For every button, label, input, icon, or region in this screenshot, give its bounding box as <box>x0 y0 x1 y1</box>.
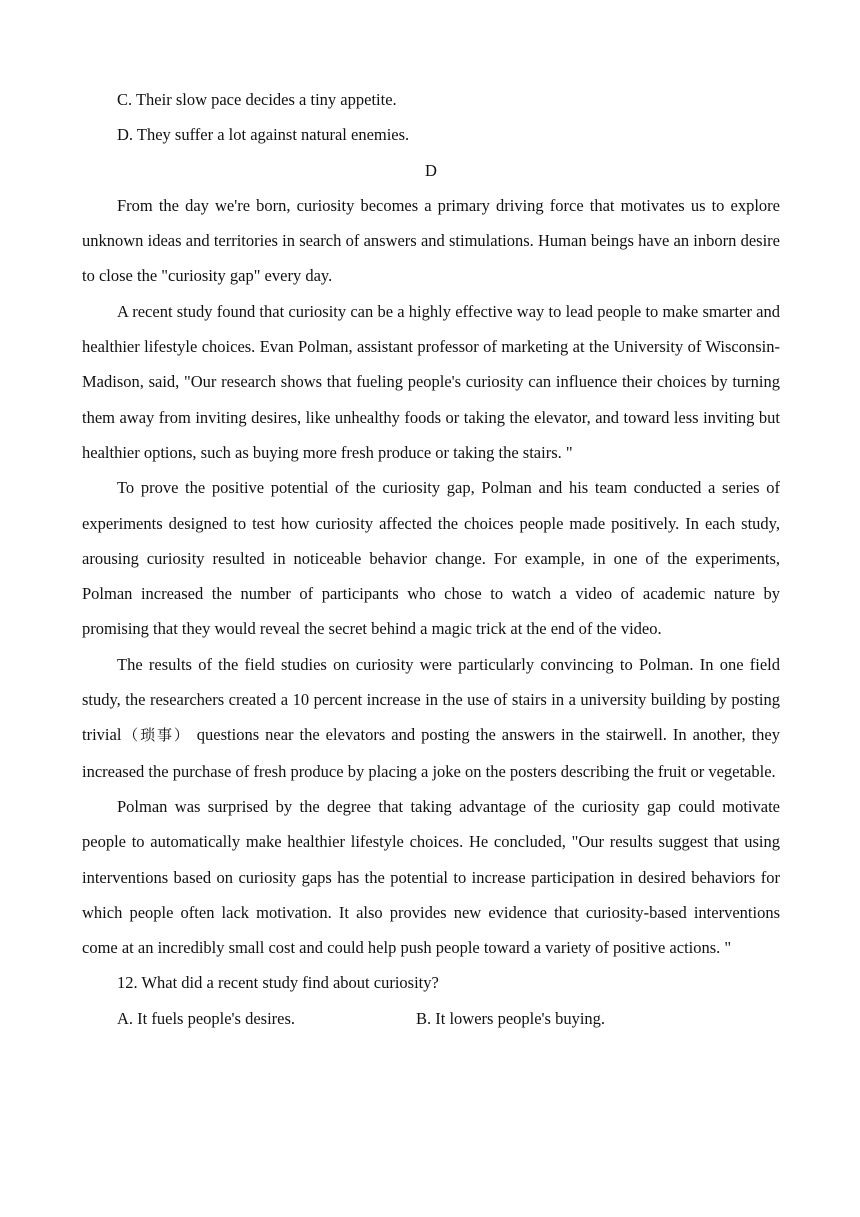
paragraph-4-text-b: questions near the elevators and posting the answers in the stairwell. In another, they increased the purchase of fresh produce by placing a joke on the posters describing the fruit or vegetable. <box>82 725 780 781</box>
paragraph-5: Polman was surprised by the degree that taking advantage of the curiosity gap could motivate people to automatically make healthier lifestyle choices. He concluded, "Our results suggest that using interventions based on curiosity gaps has the potential to increase participation in desired behaviors for which people often lack motivation. It also provides new evidence that curiosity-based interventions come at an incredibly small cost and could help push people toward a variety of positive actions. " <box>82 796 780 958</box>
paragraph-4 <box>82 647 780 789</box>
paragraph-1: From the day we're born, curiosity becomes a primary driving force that motivates us to explore unknown ideas and territories in search of answers and stimulations. Human beings have an inborn desire to close the "curiosity gap" every day. <box>82 195 780 286</box>
option-a: A. It fuels people's desires. <box>117 1008 296 1028</box>
section-label: D <box>425 160 437 180</box>
option-b: B. It lowers people's buying. <box>416 1008 606 1028</box>
paragraph-4-text-a: The results of the field studies on curiosity were particularly convincing to Polman. In one field study, the researchers created a 10 percent increase in the use of stairs in a university building by posting trivial <box>82 654 780 745</box>
paragraph-2: A recent study found that curiosity can be a highly effective way to lead people to make smarter and healthier lifestyle choices. Evan Polman, assistant professor of marketing at the University of Wisconsin-Madison, said, "Our research shows that fueling people's curiosity can influence their choices by turning them away from inviting desires, like unhealthy foods or taking the elevator, and toward less inviting but healthier options, such as buying more fresh produce or taking the stairs. " <box>82 301 780 462</box>
paragraph-3: To prove the positive potential of the curiosity gap, Polman and his team conducted a series of experiments designed to test how curiosity affected the choices people made positively. In each study, arousing curiosity resulted in noticeable behavior change. For example, in one of the experiments, Polman increased the number of participants who chose to watch a video of academic nature by promising that they would reveal the secret behind a magic trick at the end of the video. <box>82 478 780 639</box>
prev-option-c: C. Their slow pace decides a tiny appetite. <box>117 90 397 109</box>
question-12-options <box>82 1001 780 1036</box>
prev-option-d: D. They suffer a lot against natural enemies. <box>117 125 410 145</box>
gloss-cjk: （琐事） <box>121 726 191 745</box>
question-12: 12. What did a recent study find about curiosity? <box>117 973 439 993</box>
document-page <box>82 82 780 1036</box>
